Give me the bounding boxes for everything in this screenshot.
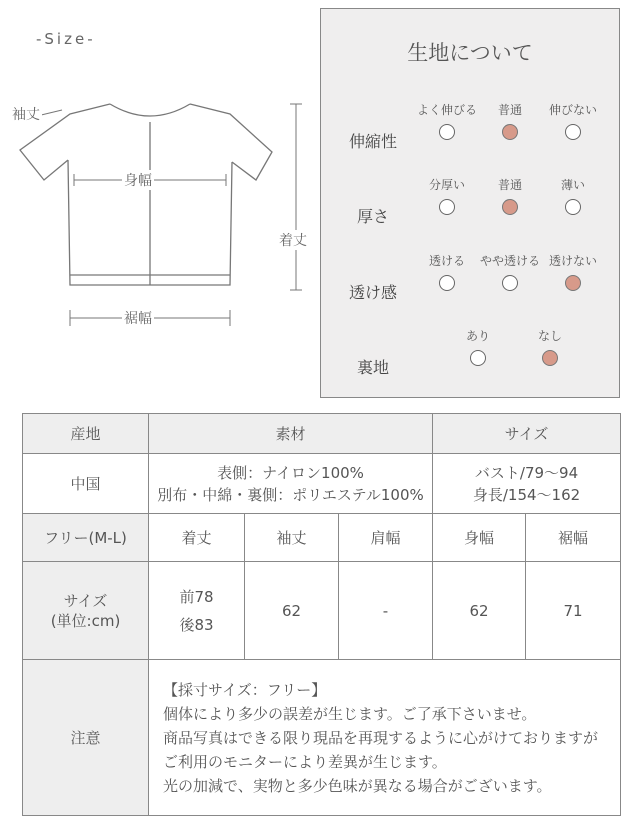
fabric-option: 普通: [477, 176, 543, 215]
origin-value: 中国: [23, 454, 149, 514]
fabric-option: なし: [517, 327, 583, 366]
sleeve-length-label: 袖丈: [10, 104, 42, 124]
notes-text: [149, 660, 621, 816]
fabric-option: 薄い: [540, 176, 606, 215]
size-header: サイズ: [433, 414, 621, 454]
fabric-info-panel: [320, 8, 620, 398]
table-row: [23, 562, 621, 660]
hem-width-label: 裾幅: [122, 308, 154, 328]
fabric-option: やや透ける: [477, 252, 543, 291]
size-heading: -Size-: [36, 30, 96, 48]
option-circle-selected-icon: [542, 350, 558, 366]
fabric-row-label: 伸縮性: [348, 132, 397, 151]
body-width-value: 62: [433, 562, 526, 660]
option-circle-icon: [565, 124, 581, 140]
col-total-length: 着丈: [149, 514, 245, 562]
origin-header: 産地: [23, 414, 149, 454]
material-line: 別布・中綿・裏側：ポリエステル100%: [157, 485, 424, 504]
fabric-option: 分厚い: [414, 176, 480, 215]
option-circle-icon: [502, 275, 518, 291]
fabric-option: 透けない: [540, 252, 606, 291]
option-circle-selected-icon: [502, 124, 518, 140]
shoulder-width-value: -: [339, 562, 433, 660]
note-line: 商品写真はできる限り現品を再現するように心がけておりますが: [163, 728, 599, 747]
size-row-label: フリー(M-L): [23, 514, 149, 562]
option-circle-icon: [565, 199, 581, 215]
total-length-label: 着丈: [277, 230, 309, 250]
option-circle-icon: [439, 124, 455, 140]
col-shoulder-width: 肩幅: [339, 514, 433, 562]
sleeve-length-value: 62: [245, 562, 339, 660]
total-length-value: 前78 後83: [149, 562, 245, 660]
size-fit-line: バスト/79～94: [474, 463, 579, 482]
table-row: [23, 660, 621, 816]
note-line: 【採寸サイズ：フリー】: [163, 680, 327, 699]
material-line: 表側：ナイロン100%: [217, 463, 364, 482]
fabric-title: 生地について: [407, 41, 533, 65]
option-circle-icon: [439, 275, 455, 291]
table-row: [23, 454, 621, 514]
hem-width-value: 71: [526, 562, 621, 660]
fabric-option: よく伸びる: [414, 101, 480, 140]
fabric-row-label: 裏地: [356, 358, 389, 377]
body-width-label: 身幅: [122, 170, 154, 190]
note-line: 光の加減で、実物と多少色味が異なる場合がございます。: [163, 776, 552, 795]
note-line: ご利用のモニターにより差異が生じます。: [163, 752, 447, 771]
option-circle-selected-icon: [502, 199, 518, 215]
fabric-option: 伸びない: [540, 101, 606, 140]
note-line: 個体により多少の誤差が生じます。ご了承下さいませ。: [163, 704, 537, 723]
fabric-option: 普通: [477, 101, 543, 140]
table-row: [23, 514, 621, 562]
unit-label: サイズ (単位:cm): [23, 562, 149, 660]
col-body-width: 身幅: [433, 514, 526, 562]
size-fit-line: 身長/154～162: [472, 485, 581, 504]
option-circle-icon: [439, 199, 455, 215]
notes-label: 注意: [23, 660, 149, 816]
garment-outline-icon: [0, 80, 330, 340]
size-diagram: [0, 80, 330, 340]
option-circle-icon: [470, 350, 486, 366]
option-circle-selected-icon: [565, 275, 581, 291]
fabric-row-label: 透け感: [348, 283, 397, 302]
size-fit-value: [433, 454, 621, 514]
col-sleeve-length: 袖丈: [245, 514, 339, 562]
table-row: [23, 414, 621, 454]
col-hem-width: 裾幅: [526, 514, 621, 562]
material-header: 素材: [149, 414, 433, 454]
fabric-row-label: 厚さ: [356, 207, 389, 226]
fabric-option: あり: [445, 327, 511, 366]
spec-table: [22, 413, 621, 816]
material-value: [149, 454, 433, 514]
fabric-option: 透ける: [414, 252, 480, 291]
